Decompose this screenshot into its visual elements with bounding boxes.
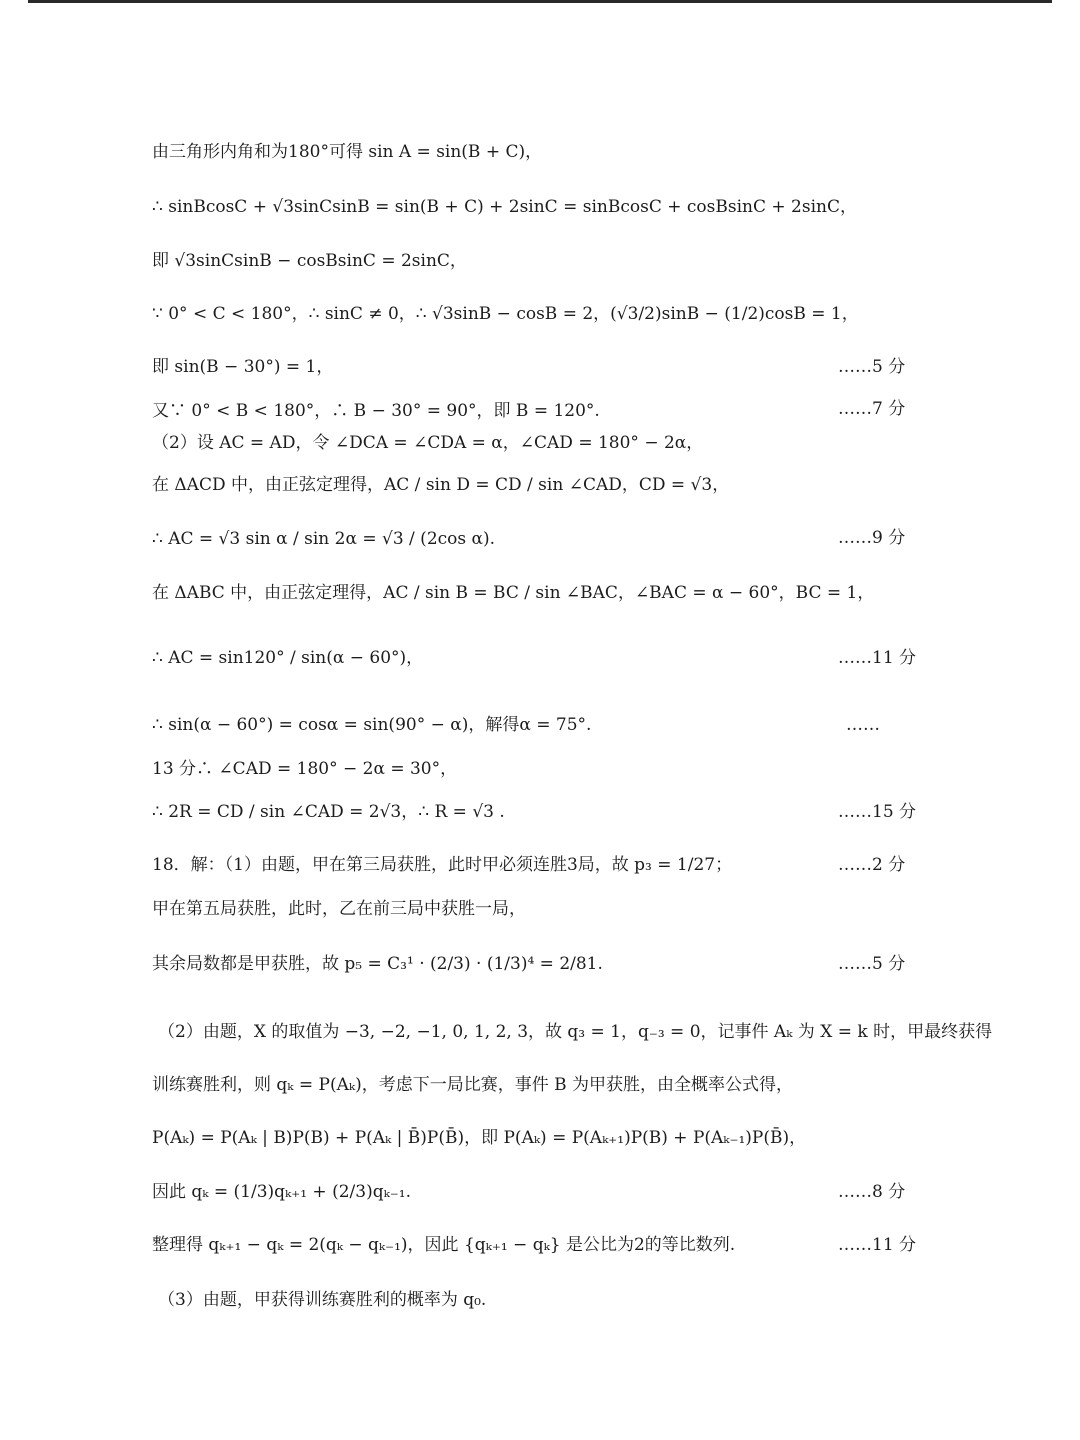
text-line: 又∵ 0° < B < 180°，∴ B − 30° = 90°，即 B = 120°.: [152, 401, 600, 421]
score-marker: ……: [846, 715, 880, 735]
score-marker: ……11 分: [838, 1235, 917, 1255]
score-marker: ……11 分: [838, 648, 917, 668]
text-line: ∴ 2R = CD / sin ∠CAD = 2√3，∴ R = √3 .: [152, 802, 505, 822]
text-line: 即 √3sinCsinB − cosBsinC = 2sinC，: [152, 251, 467, 271]
text-line: 整理得 qₖ₊₁ − qₖ = 2(qₖ − qₖ₋₁)，因此 {qₖ₊₁ − qₖ} 是公比为2的等比数列.: [152, 1235, 736, 1255]
text-line: 其余局数都是甲获胜，故 p₅ = C₃¹ · (2/3) · (1/3)⁴ = 2/81.: [152, 954, 603, 974]
text-line: 13 分∴ ∠CAD = 180° − 2α = 30°，: [152, 759, 458, 779]
score-marker: ……5 分: [838, 954, 906, 974]
text-line: 18．解：（1）由题，甲在第三局获胜，此时甲必须连胜3局，故 p₃ = 1/27；: [152, 855, 733, 875]
text-line: ∵ 0° < C < 180°，∴ sinC ≠ 0，∴ √3sinB − cosB = 2，(√3/2)sinB − (1/2)cosB = 1，: [152, 304, 859, 324]
text-line: ∴ AC = sin120° / sin(α − 60°)，: [152, 648, 424, 668]
score-marker: ……9 分: [838, 528, 906, 548]
score-marker: ……15 分: [838, 802, 917, 822]
text-line: 甲在第五局获胜，此时，乙在前三局中获胜一局，: [152, 899, 526, 919]
score-marker: ……7 分: [838, 399, 906, 419]
text-line: ∴ sinBcosC + √3sinCsinB = sin(B + C) + 2sinC = sinBcosC + cosBsinC + 2sinC，: [152, 197, 857, 217]
text-line: 因此 qₖ = (1/3)qₖ₊₁ + (2/3)qₖ₋₁.: [152, 1182, 411, 1202]
score-marker: ……2 分: [838, 855, 906, 875]
text-line: 在 ΔACD 中，由正弦定理得，AC / sin D = CD / sin ∠CAD，CD = √3，: [152, 475, 730, 495]
text-line: （2）设 AC = AD，令 ∠DCA = ∠CDA = α，∠CAD = 180° − 2α，: [152, 433, 704, 453]
text-line: ∴ sin(α − 60°) = cosα = sin(90° − α)，解得α = 75°.: [152, 715, 592, 735]
text-line: 由三角形内角和为180°可得 sin A = sin(B + C)，: [152, 142, 543, 162]
text-line: P(Aₖ) = P(Aₖ | B)P(B) + P(Aₖ | B̄)P(B̄)，即 P(Aₖ) = P(Aₖ₊₁)P(B) + P(Aₖ₋₁)P(B̄)，: [152, 1128, 807, 1148]
score-marker: ……8 分: [838, 1182, 906, 1202]
text-line: 即 sin(B − 30°) = 1，: [152, 357, 334, 377]
text-line: （3）由题，甲获得训练赛胜利的概率为 q₀.: [158, 1290, 487, 1310]
text-line: 训练赛胜利，则 qₖ = P(Aₖ)，考虑下一局比赛，事件 B 为甲获胜，由全概率公式得，: [152, 1075, 794, 1095]
text-line: （2）由题，X 的取值为 −3, −2, −1, 0, 1, 2, 3，故 q₃ = 1，q₋₃ = 0，记事件 Aₖ 为 X = k 时，甲最终获得: [158, 1022, 993, 1042]
score-marker: ……5 分: [838, 357, 906, 377]
text-line: 在 ΔABC 中，由正弦定理得，AC / sin B = BC / sin ∠BAC，∠BAC = α − 60°，BC = 1，: [152, 583, 875, 603]
text-line: ∴ AC = √3 sin α / sin 2α = √3 / (2cos α).: [152, 529, 496, 549]
top-border-rule: [28, 0, 1052, 3]
